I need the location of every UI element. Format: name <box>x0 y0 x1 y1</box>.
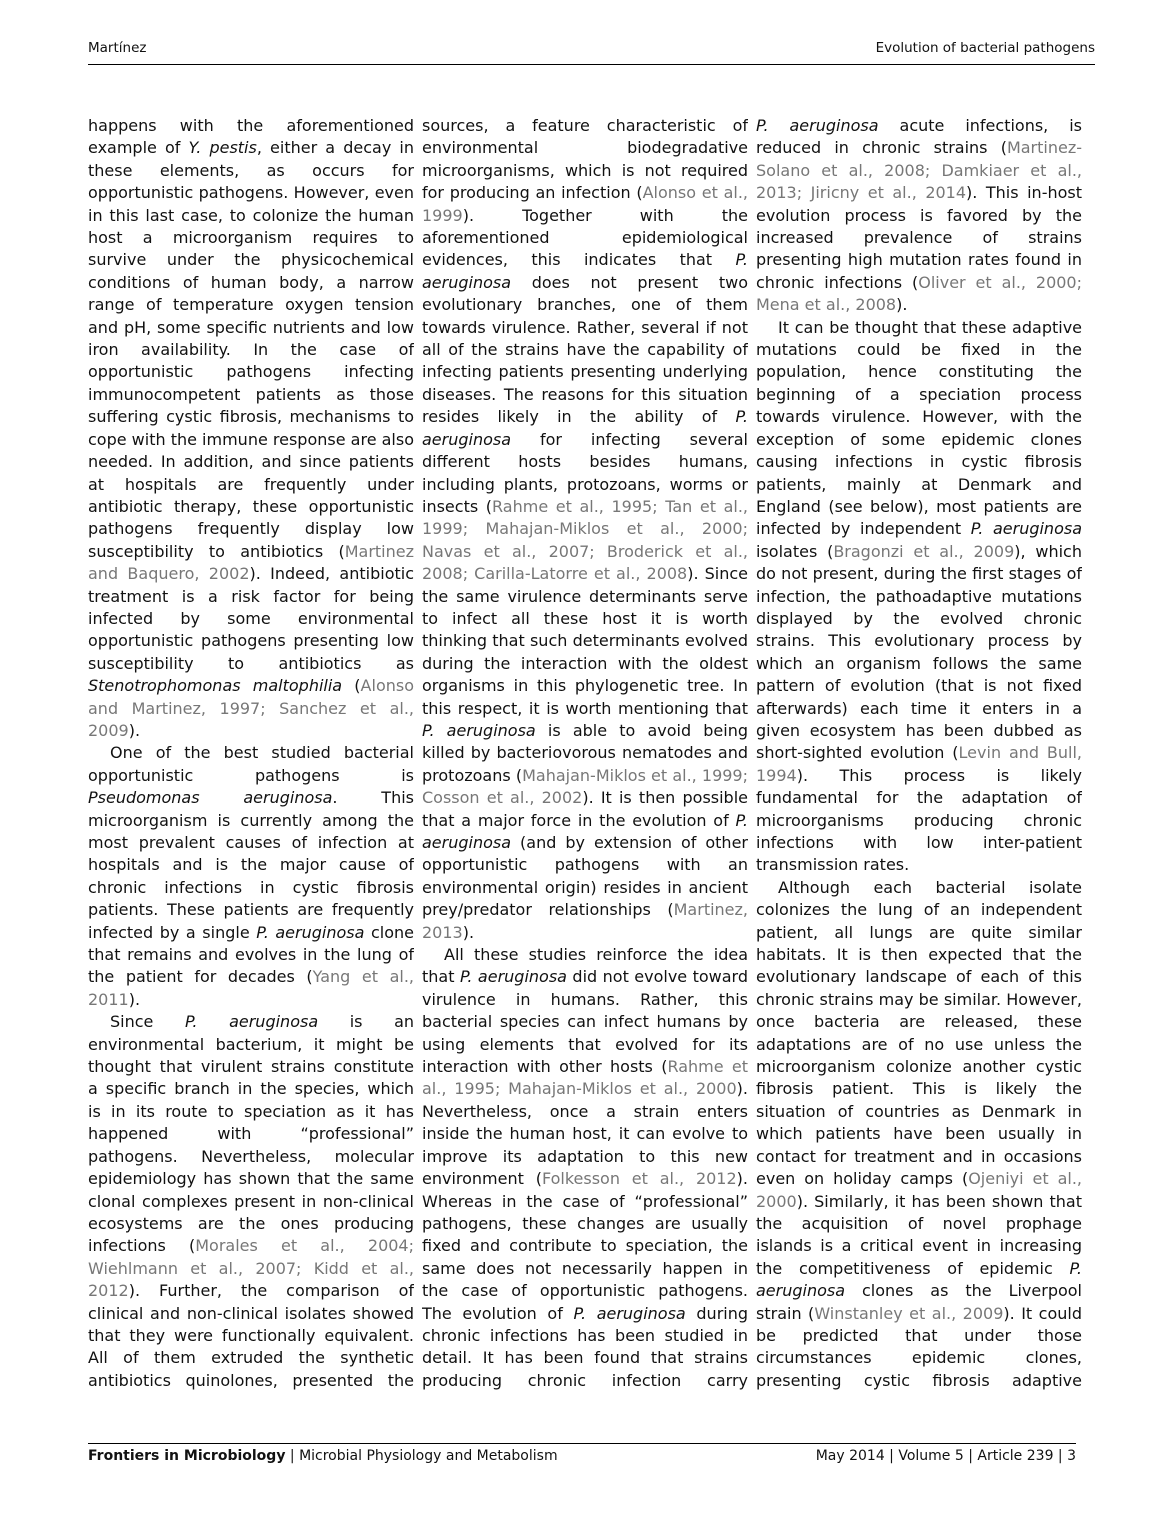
journal-name: Frontiers in Microbiology <box>88 1448 286 1464</box>
citation-link[interactable]: Rahme et al., 1995; Tan et al., 1999; Mahajan-Miklos et al., 2000; Navas et al., 2007; Broderick et al., 2008; Carilla-Latorre et al., 2008 <box>422 496 748 584</box>
text-run: does not present two evolutionary branches, one of them towards virulence. Rather, several if not all of the strains have the capability of infecting patients presenting underlying diseases. The reasons for this situation resides likely in the ability of <box>422 272 748 427</box>
italic-term: P. aeruginosa <box>422 720 536 740</box>
text-run: ). Since the same virulence determinants serve to infect all these host it is worth thinking that such determinants evolved during the interaction with the oldest organisms in this phylogenetic tree. In this respect, it is worth mentioning that <box>422 564 748 718</box>
text-run: ). <box>128 989 141 1009</box>
text-run: is an environmental bacterium, it might be thought that virulent strains constitute a specific branch in the species, which is in its route to speciation as it has happened with “professional” pathogens. Nevertheless, molecular epidemiology has shown that the same clonal complexes present in non-clinical ecosystems are the ones producing infections ( <box>88 1012 414 1256</box>
paragraph <box>422 944 748 1395</box>
text-run: ). Further, the comparison of clinical and non-clinical isolates showed that they were functionally equivalent. All of them extruded the synthetic antibiotics quinolones, presented the <box>88 1281 414 1390</box>
citation-link[interactable]: Ojeniyi et al., 2000 <box>756 1169 1082 1211</box>
text-run: ). This in-host evolution process is favored by the increased prevalence of strains presenting high mutation rates found in chronic infections ( <box>756 183 1082 292</box>
text-column-2 <box>422 115 748 1395</box>
text-run: did not evolve toward virulence in humans. Rather, this bacterial species can infect humans by using elements that evolved for its interaction with other hosts ( <box>422 967 748 1077</box>
text-run: ). Similarly, it has been shown that the acquisition of novel prophage islands is a critical event in increasing the competitiveness of epidemic <box>756 1191 1082 1278</box>
text-run: happens with the aforementioned example of <box>88 116 414 158</box>
page-footer <box>88 1443 1076 1464</box>
paragraph <box>756 115 1082 317</box>
issue-info: May 2014 | Volume 5 | Article 239 | 3 <box>815 1448 1076 1464</box>
running-header <box>88 40 1095 65</box>
text-run: ). Indeed, antibiotic treatment is a risk factor for being infected by some environmental opportunistic pathogens presenting low susceptibility to antibiotics as <box>88 564 414 673</box>
footer-journal-info <box>88 1448 558 1464</box>
text-run: All these studies reinforce the idea that <box>422 945 748 987</box>
text-run: ). This process is likely fundamental for the adaptation of microorganisms producing chronic infections with low inter-patient transmission rates. <box>756 765 1082 875</box>
text-run: It can be thought that these adaptive mutations could be fixed in the population, hence constituting the beginning of a speciation process towards virulence. However, with the exception of some epidemic clones causing infections in cystic fibrosis patients, mainly at Denmark and England (see below), most patients are infected by independent <box>756 317 1082 539</box>
citation-link[interactable]: Martinez-Solano et al., 2008; Damkiaer et al., 2013; Jiricny et al., 2014 <box>756 138 1082 203</box>
citation-link[interactable]: Mahajan-Miklos et al., 1999; Cosson et al., 2002 <box>422 765 748 808</box>
paragraph <box>88 1011 414 1395</box>
italic-term: P. aeruginosa <box>756 1258 1082 1301</box>
text-run: ). Together with the aforementioned epidemiological evidences, this indicates that <box>422 205 748 270</box>
text-column-1 <box>88 115 414 1395</box>
text-run: acute infections, is reduced in chronic strains ( <box>756 116 1082 158</box>
italic-term: P. aeruginosa <box>184 1012 319 1032</box>
citation-link[interactable]: Folkesson et al., 2012 <box>541 1169 737 1189</box>
citation-link[interactable]: Morales et al., 2004; Wiehlmann et al., 2007; Kidd et al., 2012 <box>88 1236 414 1301</box>
text-run: . This microorganism is currently among the most prevalent causes of infection at hospitals and is the major cause of chronic infections in cystic fibrosis patients. These patients are frequently infected by a single <box>88 788 414 942</box>
citation-link[interactable]: Alonso and Martinez, 1997; Sanchez et al., 2009 <box>88 676 414 740</box>
italic-term: P. aeruginosa <box>573 1303 686 1323</box>
citation-link[interactable]: Oliver et al., 2000; Mena et al., 2008 <box>756 272 1082 315</box>
text-run: clone that remains and evolves in the lung of the patient for decades ( <box>88 922 414 987</box>
text-run: clones as the Liverpool strain ( <box>756 1281 1082 1323</box>
text-run: ), which do not present, during the first stages of infection, the pathoadaptive mutations displayed by the evolved chronic strains. This evolutionary process by which an organism follows the same pattern of evolution (that is not fixed afterwards) each time it enters in a given ecosystem has been dubbed as short-sighted evolution ( <box>756 541 1082 763</box>
header-running-title: Evolution of bacterial pathogens <box>875 40 1095 56</box>
header-author: Martínez <box>88 40 147 56</box>
italic-term: P. aeruginosa <box>422 407 748 449</box>
italic-term: P. aeruginosa <box>459 967 567 987</box>
text-run: (and by extension of other opportunistic pathogens with an environmental origin) resides in ancient prey/predator relationships ( <box>422 833 748 920</box>
citation-link[interactable]: Levin and Bull, 1994 <box>756 743 1082 785</box>
citation-link[interactable]: Martinez, 2013 <box>422 900 748 942</box>
italic-term: P. aeruginosa <box>256 922 365 942</box>
text-run: during chronic infections has been studied in detail. It has been found that strains producing chronic infection carry <box>422 1303 748 1390</box>
citation-link[interactable]: Alonso et al., 1999 <box>422 183 748 225</box>
italic-term: Y. pestis <box>188 138 257 158</box>
text-run: , either a decay in these elements, as occurs for opportunistic pathogens. However, even in this last case, to colonize the human host a microorganism requires to survive under the physicochemical conditions of human body, a narrow range of temperature oxygen tension and pH, some specific nutrients and low iron availability. In the case of opportunistic pathogens infecting immunocompetent patients as those suffering cystic fibrosis, mechanisms to cope with the immune response are also needed. In addition, and since patients at hospitals are frequently under antibiotic therapy, these opportunistic pathogens frequently display low susceptibility to antibiotics ( <box>88 138 414 561</box>
citation-link[interactable]: Bragonzi et al., 2009 <box>833 541 1015 561</box>
text-run: ). <box>128 720 141 740</box>
text-run: for infecting several different hosts besides humans, including plants, protozoans, worms or insects ( <box>422 429 748 516</box>
paragraph <box>422 115 748 944</box>
article-body <box>88 115 1158 1395</box>
text-column-3 <box>756 115 1082 1395</box>
paragraph <box>756 317 1082 877</box>
text-run: isolates ( <box>756 541 834 561</box>
journal-section: | Microbial Physiology and Metabolism <box>285 1448 558 1464</box>
paragraph <box>88 115 414 742</box>
text-run: ). It is then possible that a major force in the evolution of <box>422 788 748 830</box>
text-run: One of the best studied bacterial opportunistic pathogens is <box>88 743 414 785</box>
citation-link[interactable]: Yang et al., 2011 <box>88 967 414 1009</box>
paragraph <box>756 877 1082 1395</box>
text-run: ). <box>896 295 908 315</box>
text-run: is able to avoid being killed by bacteriovorous nematodes and protozoans ( <box>422 720 748 785</box>
text-run: Although each bacterial isolate colonizes the lung of an independent patient, all lungs are quite similar habitats. It is then expected that the evolutionary landscape of each of this chronic strains may be similar. However, once bacteria are released, these adaptations are of no use unless the microorganism colonize another cystic fibrosis patient. This is likely the situation of countries as Denmark in which patients have been usually in contact for treatment and in occasions even on holiday camps ( <box>756 877 1082 1189</box>
italic-term: P. aeruginosa <box>422 250 748 292</box>
italic-term: Pseudomonas aeruginosa <box>88 788 333 808</box>
citation-link[interactable]: Winstanley et al., 2009 <box>814 1303 1004 1323</box>
text-run: ). Nevertheless, once a strain enters inside the human host, it can evolve to improve its adaptation to this new environment ( <box>422 1079 748 1189</box>
citation-link[interactable]: Martinez and Baquero, 2002 <box>88 541 414 584</box>
text-run: sources, a feature characteristic of environmental biodegradative microorganisms, which is not required for producing an infection ( <box>422 116 748 203</box>
text-run: ( <box>342 676 361 696</box>
text-run: ). Whereas in the case of “professional” pathogens, these changes are usually fixed and contribute to speciation, the same does not necessarily happen in the case of opportunistic pathogens. The evolution of <box>422 1169 748 1323</box>
citation-link[interactable]: Rahme et al., 1995; Mahajan-Miklos et al., 2000 <box>422 1057 748 1099</box>
text-run: ). <box>462 922 475 942</box>
text-run: ). It could be predicted that under those circumstances epidemic clones, presenting cystic fibrosis adaptive <box>756 1303 1082 1390</box>
italic-term: Stenotrophomonas maltophilia <box>88 676 343 696</box>
text-run: Since <box>110 1012 185 1032</box>
italic-term: P. aeruginosa <box>970 519 1082 539</box>
italic-term: P. aeruginosa <box>422 810 748 852</box>
italic-term: P. aeruginosa <box>756 116 879 135</box>
paragraph <box>88 742 414 1011</box>
